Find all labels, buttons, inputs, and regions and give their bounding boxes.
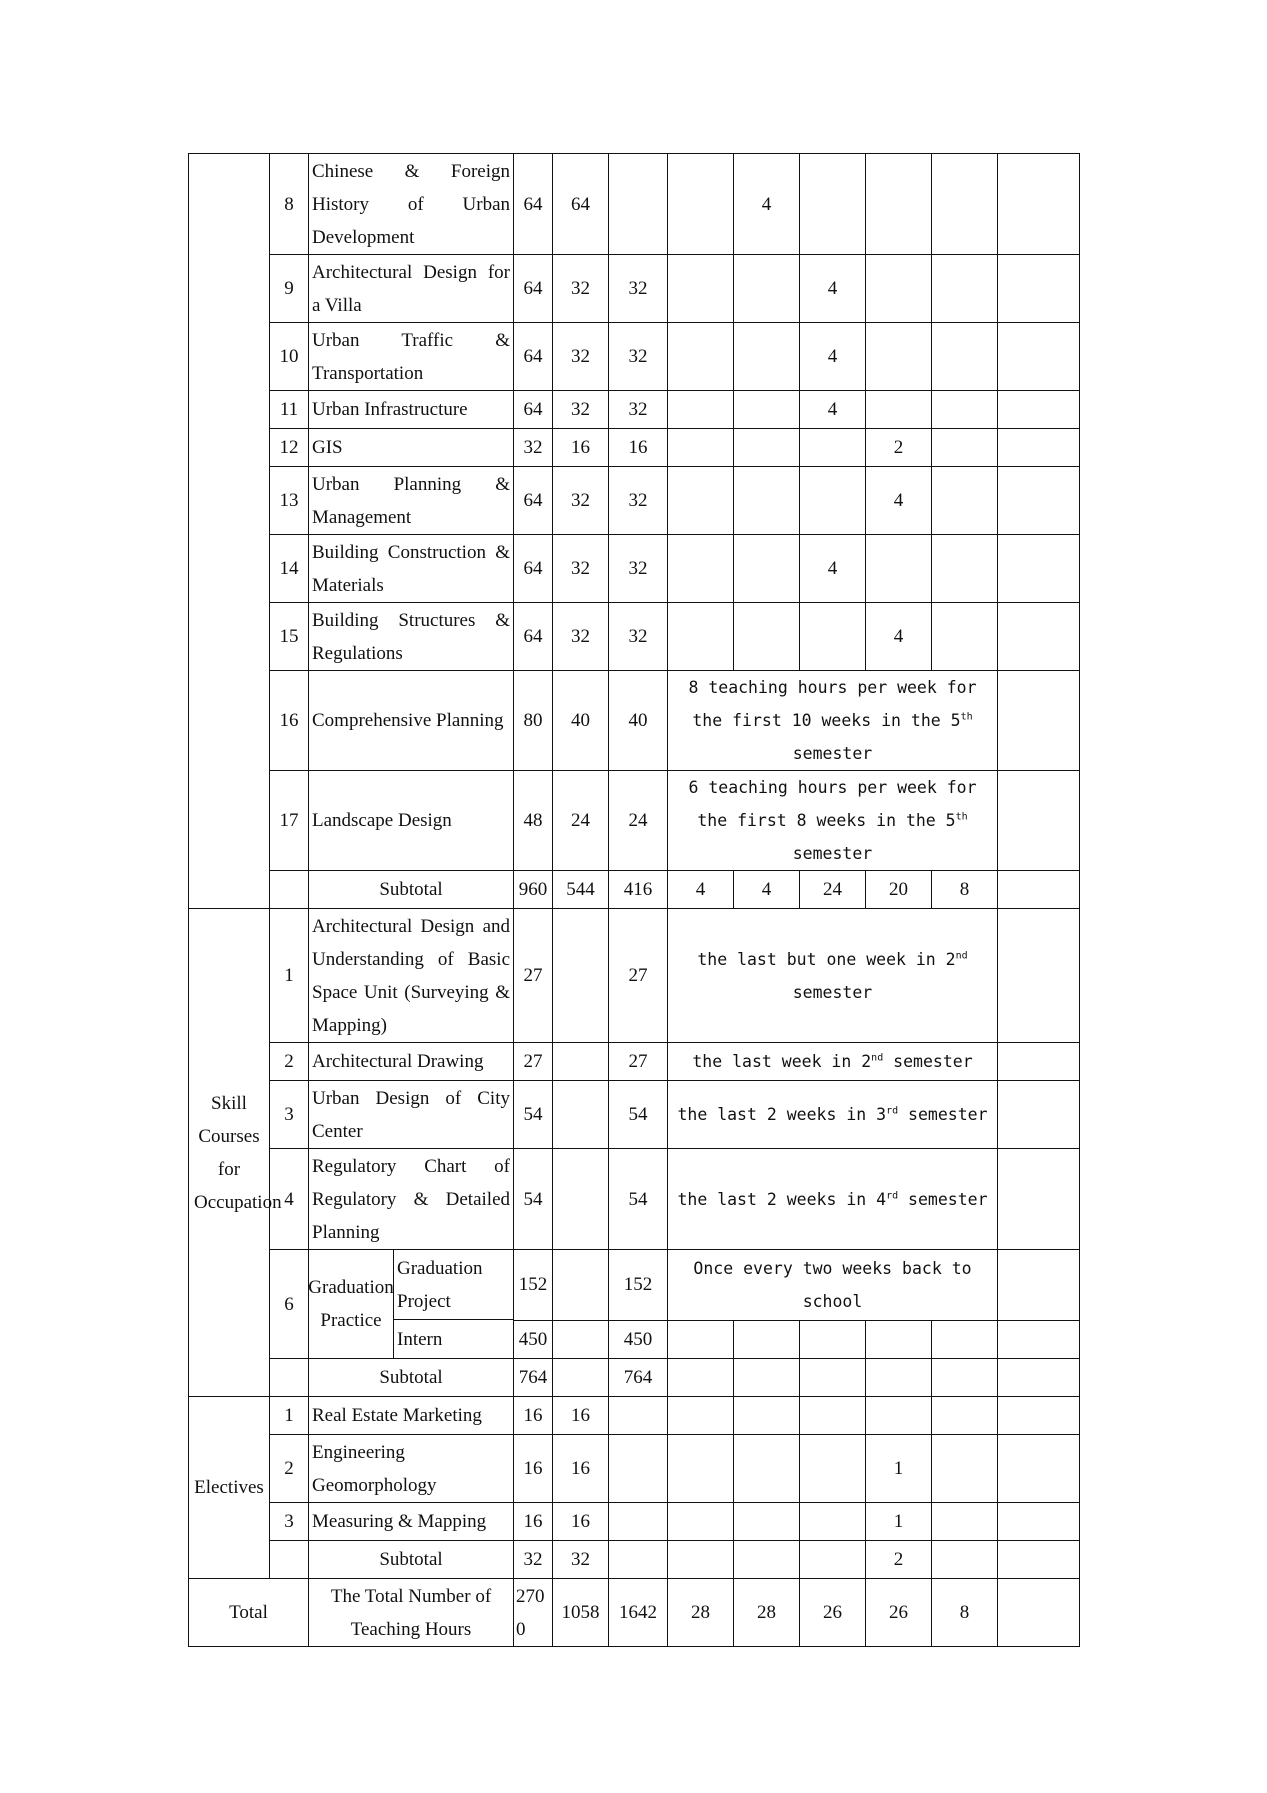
row-number: 15 [270,603,309,671]
row-number [270,871,309,909]
semester-cell [734,323,800,391]
semester-cell [866,535,932,603]
practice-hours: 152 [609,1250,668,1321]
subtotal-label: Subtotal [309,1541,514,1579]
semester-cell [800,429,866,467]
total-hours: 32 [514,1541,553,1579]
lecture-hours: 16 [553,1503,609,1541]
lecture-hours: 40 [553,671,609,771]
remark-cell [998,323,1080,391]
remark-cell [998,255,1080,323]
lecture-hours [553,1320,609,1358]
semester-cell [866,1320,932,1358]
semester-cell [866,1397,932,1435]
category-label: Skill Courses for Occupation [189,909,270,1397]
practice-hours: 16 [609,429,668,467]
total-row [189,1579,1080,1647]
table-row [189,1435,1080,1503]
row-number: 1 [270,1397,309,1435]
total-hours: 64 [514,255,553,323]
semester-cell [932,255,998,323]
remark-cell [998,771,1080,871]
remark-cell [998,603,1080,671]
semester-cell: 4 [800,535,866,603]
semester-cell [866,391,932,429]
schedule-note [668,1149,998,1250]
total-hours: 64 [514,391,553,429]
course-name: Urban Traffic & Transportation [309,323,514,391]
course-name: Intern [397,1328,443,1350]
lecture-hours [553,909,609,1043]
semester-cell [866,323,932,391]
practice-hours: 32 [609,255,668,323]
total-hours: 16 [514,1503,553,1541]
total-hours: 32 [514,429,553,467]
course-name: Architectural Drawing [309,1043,514,1081]
remark-cell [998,1579,1080,1647]
course-name: Urban Planning & Management [309,467,514,535]
semester-cell [668,391,734,429]
semester-cell: 26 [866,1579,932,1647]
row-number: 16 [270,671,309,771]
semester-cell: 4 [866,467,932,535]
semester-cell [734,1541,800,1579]
semester-cell [734,467,800,535]
row-number [270,1359,309,1397]
row-number: 10 [270,323,309,391]
remark-cell [998,871,1080,909]
remark-cell [998,467,1080,535]
row-number [270,1541,309,1579]
total-hours: 64 [514,323,553,391]
semester-cell [668,1541,734,1579]
remark-cell [998,1359,1080,1397]
lecture-hours: 64 [553,154,609,255]
course-name: Urban Infrastructure [309,391,514,429]
semester-cell: 4 [800,255,866,323]
total-hours: 27 [514,1043,553,1081]
table-row [189,535,1080,603]
practice-hours: 27 [609,909,668,1043]
note-text: the last week in 2 [692,1052,872,1071]
subtotal-row [189,871,1080,909]
remark-cell [998,1149,1080,1250]
row-number: 4 [270,1149,309,1250]
lecture-hours: 32 [553,1541,609,1579]
practice-hours [609,1541,668,1579]
table-row [189,391,1080,429]
course-name: Architectural Design and Understanding of Basic Space Unit (Surveying & Mapping) [309,909,514,1043]
subtotal-row [189,1359,1080,1397]
note-ordinal: nd [955,950,968,961]
semester-cell [668,1320,734,1358]
remark-cell [998,1503,1080,1541]
semester-cell [800,603,866,671]
remark-cell [998,535,1080,603]
practice-hours: 24 [609,771,668,871]
table-row [189,603,1080,671]
remark-cell [998,1435,1080,1503]
curriculum-table [188,153,1080,1647]
semester-cell [800,1541,866,1579]
semester-cell [932,467,998,535]
practice-hours: 32 [609,467,668,535]
total-hours: 64 [514,154,553,255]
semester-cell [734,603,800,671]
total-hours: 80 [514,671,553,771]
total-hours: 16 [514,1435,553,1503]
row-number: 14 [270,535,309,603]
total-hours: 450 [514,1320,553,1358]
semester-cell [800,1435,866,1503]
table-row [189,671,1080,771]
note-text-end: semester [792,844,873,863]
practice-hours: 54 [609,1149,668,1250]
lecture-hours: 1058 [553,1579,609,1647]
remark-cell [998,1541,1080,1579]
total-hours: 64 [514,603,553,671]
schedule-note [668,1043,998,1081]
note-text-end: semester [883,1052,973,1071]
semester-cell [800,1397,866,1435]
semester-cell [668,323,734,391]
practice-hours: 416 [609,871,668,909]
lecture-hours: 16 [553,1435,609,1503]
semester-cell [734,1435,800,1503]
semester-cell [866,1359,932,1397]
semester-cell [866,255,932,323]
semester-cell [932,154,998,255]
category-label: Electives [189,1397,270,1579]
total-hours: 48 [514,771,553,871]
practice-hours [609,1503,668,1541]
table-row [189,1043,1080,1081]
semester-cell [668,1397,734,1435]
total-description: The Total Number of Teaching Hours [309,1579,514,1647]
schedule-note [668,909,998,1043]
remark-cell [998,1397,1080,1435]
table-row [189,429,1080,467]
practice-hours: 32 [609,535,668,603]
semester-cell [800,1503,866,1541]
semester-cell: 4 [734,154,800,255]
note-text: the last 2 weeks in 4 [677,1189,887,1209]
note-ordinal: nd [871,1052,884,1064]
semester-cell [800,154,866,255]
table-row [189,1397,1080,1435]
semester-cell: 20 [866,871,932,909]
semester-cell [932,1359,998,1397]
table-row [189,1503,1080,1541]
semester-cell [932,323,998,391]
lecture-hours: 24 [553,771,609,871]
semester-cell [932,1397,998,1435]
practice-hours: 450 [609,1320,668,1358]
row-number: 1 [270,909,309,1043]
row-number: 2 [270,1043,309,1081]
note-text-end: semester [898,1105,988,1124]
semester-cell [668,1359,734,1397]
note-ordinal: rd [886,1105,899,1117]
table-row [189,323,1080,391]
row-number: 12 [270,429,309,467]
row-number: 8 [270,154,309,255]
note-text: the last but one week in 2 [697,949,956,969]
subtotal-label: Subtotal [309,1359,514,1397]
semester-cell [734,429,800,467]
semester-cell [668,429,734,467]
course-name: Comprehensive Planning [309,671,514,771]
total-label: Total [189,1579,309,1647]
row-number: 3 [270,1503,309,1541]
remark-cell [998,429,1080,467]
total-hours: 16 [514,1397,553,1435]
semester-cell [734,1320,800,1358]
practice-hours: 32 [609,391,668,429]
total-hours: 64 [514,535,553,603]
semester-cell: 4 [800,391,866,429]
lecture-hours: 32 [553,603,609,671]
semester-cell: 4 [668,871,734,909]
semester-cell [734,391,800,429]
semester-cell [932,1541,998,1579]
practice-hours [609,154,668,255]
lecture-hours [553,1043,609,1081]
table-row [189,1149,1080,1250]
semester-cell [668,535,734,603]
semester-cell [800,467,866,535]
practice-hours: 764 [609,1359,668,1397]
lecture-hours: 544 [553,871,609,909]
row-number: 11 [270,391,309,429]
total-hours: 152 [514,1250,553,1321]
course-name: Urban Design of City Center [309,1081,514,1149]
lecture-hours [553,1250,609,1321]
row-number: 6 [270,1250,309,1359]
lecture-hours: 32 [553,391,609,429]
course-name: Chinese & Foreign History of Urban Development [309,154,514,255]
remark-cell [998,391,1080,429]
total-hours: 54 [514,1081,553,1149]
course-name: Real Estate Marketing [309,1397,514,1435]
subtotal-label: Subtotal [309,871,514,909]
practice-hours: 27 [609,1043,668,1081]
course-name: Regulatory Chart of Regulatory & Detailed Planning [309,1149,514,1250]
semester-cell [734,535,800,603]
course-name: Landscape Design [309,771,514,871]
semester-cell [932,535,998,603]
schedule-note [668,771,998,871]
total-hours: 64 [514,467,553,535]
semester-cell: 1 [866,1503,932,1541]
semester-cell: 26 [800,1579,866,1647]
table-row [189,1250,1080,1321]
remark-cell [998,1081,1080,1149]
course-name: Building Structures & Regulations [309,603,514,671]
practice-hours: 54 [609,1081,668,1149]
course-name: Measuring & Mapping [309,1503,514,1541]
semester-cell: 8 [932,871,998,909]
semester-cell: 2 [866,1541,932,1579]
practice-hours: 40 [609,671,668,771]
remark-cell [998,909,1080,1043]
remark-cell [998,1043,1080,1081]
note-ordinal: th [960,711,973,723]
semester-cell: 28 [668,1579,734,1647]
practice-hours: 1642 [609,1579,668,1647]
note-ordinal: rd [886,1190,899,1201]
table-row [189,771,1080,871]
note-text-end: semester [792,982,873,1002]
course-name: GIS [309,429,514,467]
total-hours: 960 [514,871,553,909]
total-hours: 54 [514,1149,553,1250]
table-row [189,909,1080,1043]
semester-cell [932,1503,998,1541]
total-hours: 2700 [514,1579,553,1647]
semester-cell: 2 [866,429,932,467]
semester-cell [668,467,734,535]
lecture-hours: 32 [553,467,609,535]
total-hours: 27 [514,909,553,1043]
semester-cell [932,1435,998,1503]
lecture-hours: 32 [553,323,609,391]
note-text-end: semester [898,1189,988,1209]
total-hours: 764 [514,1359,553,1397]
semester-cell: 4 [866,603,932,671]
course-name: Building Construction & Materials [309,535,514,603]
row-number: 9 [270,255,309,323]
practice-hours: 32 [609,323,668,391]
semester-cell [800,1359,866,1397]
semester-cell [734,255,800,323]
lecture-hours [553,1359,609,1397]
note-ordinal: th [955,811,968,823]
table-row [189,467,1080,535]
semester-cell [668,1435,734,1503]
semester-cell [932,391,998,429]
semester-cell [734,1359,800,1397]
row-number: 13 [270,467,309,535]
practice-hours [609,1397,668,1435]
lecture-hours [553,1081,609,1149]
table-row [189,255,1080,323]
semester-cell [668,255,734,323]
lecture-hours: 32 [553,255,609,323]
note-text-end: semester [792,744,873,763]
semester-cell [734,1397,800,1435]
course-name: Graduation Project [394,1250,513,1320]
lecture-hours [553,1149,609,1250]
row-number: 17 [270,771,309,871]
semester-cell: 1 [866,1435,932,1503]
semester-cell: 28 [734,1579,800,1647]
remark-cell [998,154,1080,255]
schedule-note: Once every two weeks back to school [668,1250,998,1321]
practice-hours [609,1435,668,1503]
semester-cell [668,603,734,671]
semester-cell: 4 [734,871,800,909]
semester-cell [668,1503,734,1541]
schedule-note [668,671,998,771]
schedule-note [668,1081,998,1149]
semester-cell [800,1320,866,1358]
course-name: Engineering Geomorphology [309,1435,514,1503]
semester-cell [734,1503,800,1541]
semester-cell [866,154,932,255]
semester-cell [932,429,998,467]
category-cell [189,154,270,909]
graduation-group [309,1250,514,1359]
remark-cell [998,1250,1080,1321]
semester-cell: 8 [932,1579,998,1647]
graduation-group-label: Graduation Practice [309,1250,394,1358]
semester-cell [932,603,998,671]
lecture-hours: 32 [553,535,609,603]
row-number: 2 [270,1435,309,1503]
table-row [189,154,1080,255]
note-text: 8 teaching hours per week for the first 10 weeks in the 5 [688,678,977,730]
row-number: 3 [270,1081,309,1149]
semester-cell [668,154,734,255]
table-row [189,1081,1080,1149]
note-text: 6 teaching hours per week for the first 8 weeks in the 5 [688,778,977,830]
semester-cell: 4 [800,323,866,391]
subtotal-row [189,1541,1080,1579]
remark-cell [998,1320,1080,1358]
remark-cell [998,671,1080,771]
practice-hours: 32 [609,603,668,671]
lecture-hours: 16 [553,429,609,467]
semester-cell: 24 [800,871,866,909]
course-name: Architectural Design for a Villa [309,255,514,323]
semester-cell [932,1320,998,1358]
note-text: the last 2 weeks in 3 [677,1105,887,1124]
lecture-hours: 16 [553,1397,609,1435]
